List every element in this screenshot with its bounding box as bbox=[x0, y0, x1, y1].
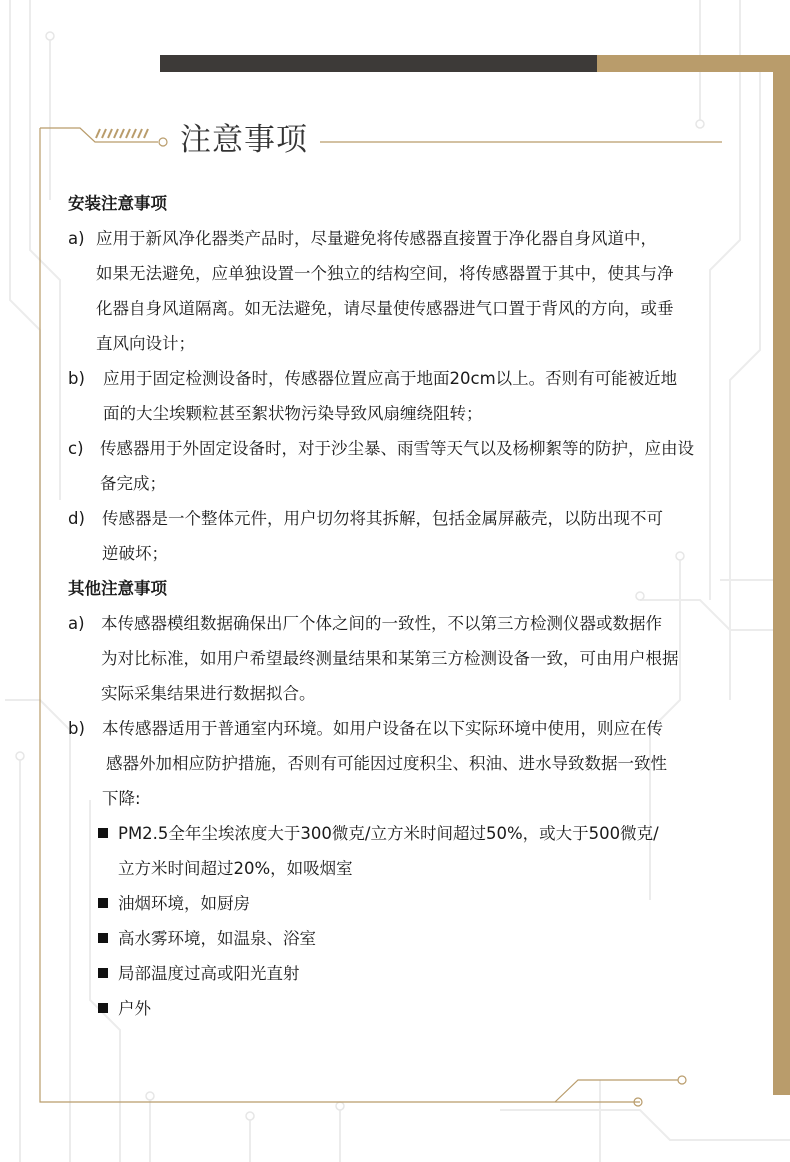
square-bullet-icon bbox=[98, 828, 108, 838]
list-item bbox=[68, 361, 768, 431]
page-title: 注意事项 bbox=[180, 122, 308, 158]
item-line: 下降: bbox=[102, 789, 141, 808]
item-line: 为对比标准，如用户希望最终测量结果和某第三方检测设备一致，可由用户根据 bbox=[101, 649, 679, 668]
bullet-line: 油烟环境，如厨房 bbox=[118, 894, 250, 913]
square-bullet-icon bbox=[98, 1003, 108, 1013]
item-marker: b) bbox=[68, 369, 85, 388]
item-line: 本传感器模组数据确保出厂个体之间的一致性，不以第三方检测仪器或数据作 bbox=[101, 614, 662, 633]
item-line: 化器自身风道隔离。如无法避免，请尽量使传感器进气口置于背风的方向，或垂 bbox=[96, 299, 674, 318]
bullet-item bbox=[98, 991, 768, 1026]
item-line: 应用于新风净化器类产品时，尽量避免将传感器直接置于净化器自身风道中， bbox=[96, 229, 657, 248]
bullet-item bbox=[98, 816, 768, 886]
bullet-item bbox=[98, 886, 768, 921]
bullet-list bbox=[98, 816, 768, 1026]
bullet-item bbox=[98, 956, 768, 991]
item-line: 逆破坏； bbox=[102, 544, 168, 563]
square-bullet-icon bbox=[98, 968, 108, 978]
list-item bbox=[68, 711, 768, 816]
bullet-line: 局部温度过高或阳光直射 bbox=[118, 964, 300, 983]
section-heading-other: 其他注意事项 bbox=[68, 579, 167, 598]
item-line: 实际采集结果进行数据拟合。 bbox=[101, 684, 316, 703]
notes-content bbox=[68, 186, 768, 1026]
item-line: 传感器用于外固定设备时，对于沙尘暴、雨雪等天气以及杨柳絮等的防护，应由设 bbox=[100, 439, 694, 458]
bullet-line: 高水雾环境，如温泉、浴室 bbox=[118, 929, 316, 948]
list-item bbox=[68, 431, 768, 501]
list-item bbox=[68, 501, 768, 571]
item-marker: b) bbox=[68, 719, 85, 738]
top-dark-bar bbox=[160, 55, 597, 72]
square-bullet-icon bbox=[98, 933, 108, 943]
item-line: 感器外加相应防护措施，否则有可能因过度积尘、积油、进水导致数据一致性 bbox=[106, 754, 667, 773]
section-heading-install: 安装注意事项 bbox=[68, 194, 167, 213]
item-line: 备完成； bbox=[100, 474, 166, 493]
bullet-item bbox=[98, 921, 768, 956]
item-marker: d) bbox=[68, 509, 85, 528]
item-line: 应用于固定检测设备时，传感器位置应高于地面20cm以上。否则有可能被近地 bbox=[103, 369, 678, 388]
list-item bbox=[68, 606, 768, 711]
bullet-line: 立方米时间超过20%，如吸烟室 bbox=[118, 859, 353, 878]
top-gold-bar bbox=[597, 55, 790, 72]
item-line: 本传感器适用于普通室内环境。如用户设备在以下实际环境中使用，则应在传 bbox=[102, 719, 663, 738]
item-line: 面的大尘埃颗粒甚至絮状物污染导致风扇缠绕阻转； bbox=[103, 404, 483, 423]
item-marker: c) bbox=[68, 439, 84, 458]
square-bullet-icon bbox=[98, 898, 108, 908]
item-marker: a) bbox=[68, 229, 85, 248]
list-item bbox=[68, 221, 768, 361]
bullet-line: PM2.5全年尘埃浓度大于300微克/立方米时间超过50%，或大于500微克/ bbox=[118, 824, 659, 843]
right-gold-bar bbox=[773, 55, 790, 1095]
item-marker: a) bbox=[68, 614, 85, 633]
bullet-line: 户外 bbox=[118, 999, 151, 1018]
item-line: 传感器是一个整体元件，用户切勿将其拆解，包括金属屏蔽壳，以防出现不可 bbox=[102, 509, 663, 528]
item-line: 如果无法避免，应单独设置一个独立的结构空间，将传感器置于其中，使其与净 bbox=[96, 264, 674, 283]
item-line: 直风向设计； bbox=[96, 334, 195, 353]
